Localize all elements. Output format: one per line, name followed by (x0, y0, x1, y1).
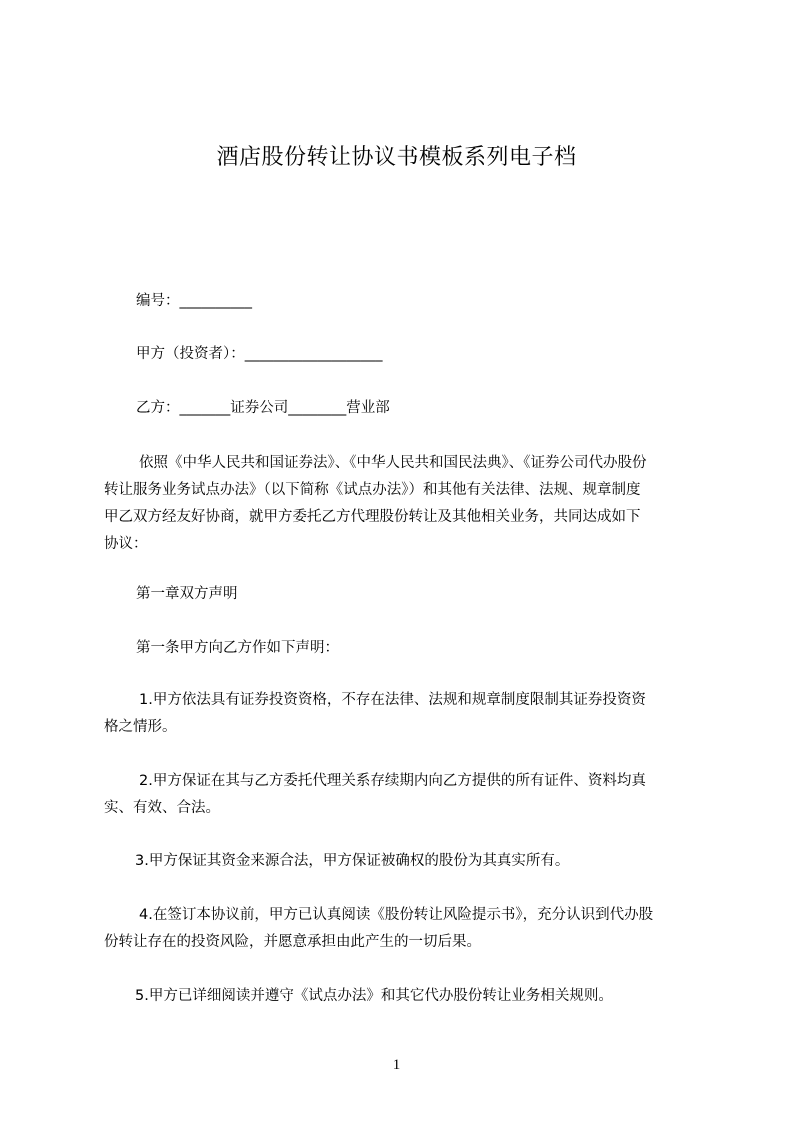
party-a-field: 甲方（投资者）：___________________ (136, 346, 383, 362)
item-line: 4.在签订本协议前，甲方已认真阅读《股份转让风险提示书》，充分认识到代办股 (139, 907, 654, 923)
intro-line: 甲乙双方经友好协商，就甲方委托乙方代理股份转让及其他相关业务，共同达成如下 (104, 509, 641, 525)
item-line: 2.甲方保证在其与乙方委托代理关系存续期内向乙方提供的所有证件、资料均真 (139, 773, 646, 789)
intro-line: 转让服务业务试点办法》（以下简称《试点办法》）和其他有关法律、法规、规章制度 (104, 482, 641, 498)
item-line: 1.甲方依法具有证券投资资格，不存在法律、法规和规章制度限制其证券投资资 (139, 692, 646, 708)
intro-line: 依照《中华人民共和国证券法》、《中华人民共和国民法典》、《证券公司代办股份 (139, 455, 647, 471)
party-b-field: 乙方：_______证券公司________营业部 (136, 400, 390, 416)
item-line: 份转让存在的投资风险，并愿意承担由此产生的一切后果。 (104, 934, 481, 950)
item-line: 实、有效、合法。 (104, 800, 220, 816)
item-line: 3.甲方保证其资金来源合法，甲方保证被确权的股份为其真实所有。 (135, 853, 570, 869)
page-number: 1 (392, 1057, 401, 1073)
item-line: 5.甲方已详细阅读并遵守《试点办法》和其它代办股份转让业务相关规则。 (135, 988, 613, 1004)
contract-number-field: 编号：__________ (136, 293, 252, 309)
intro-line: 协议： (104, 536, 148, 552)
document-title: 酒店股份转让协议书模板系列电子档 (216, 145, 577, 170)
item-line: 格之情形。 (104, 719, 177, 735)
chapter-heading: 第一章双方声明 (136, 586, 238, 602)
article-heading: 第一条甲方向乙方作如下声明： (136, 640, 339, 656)
